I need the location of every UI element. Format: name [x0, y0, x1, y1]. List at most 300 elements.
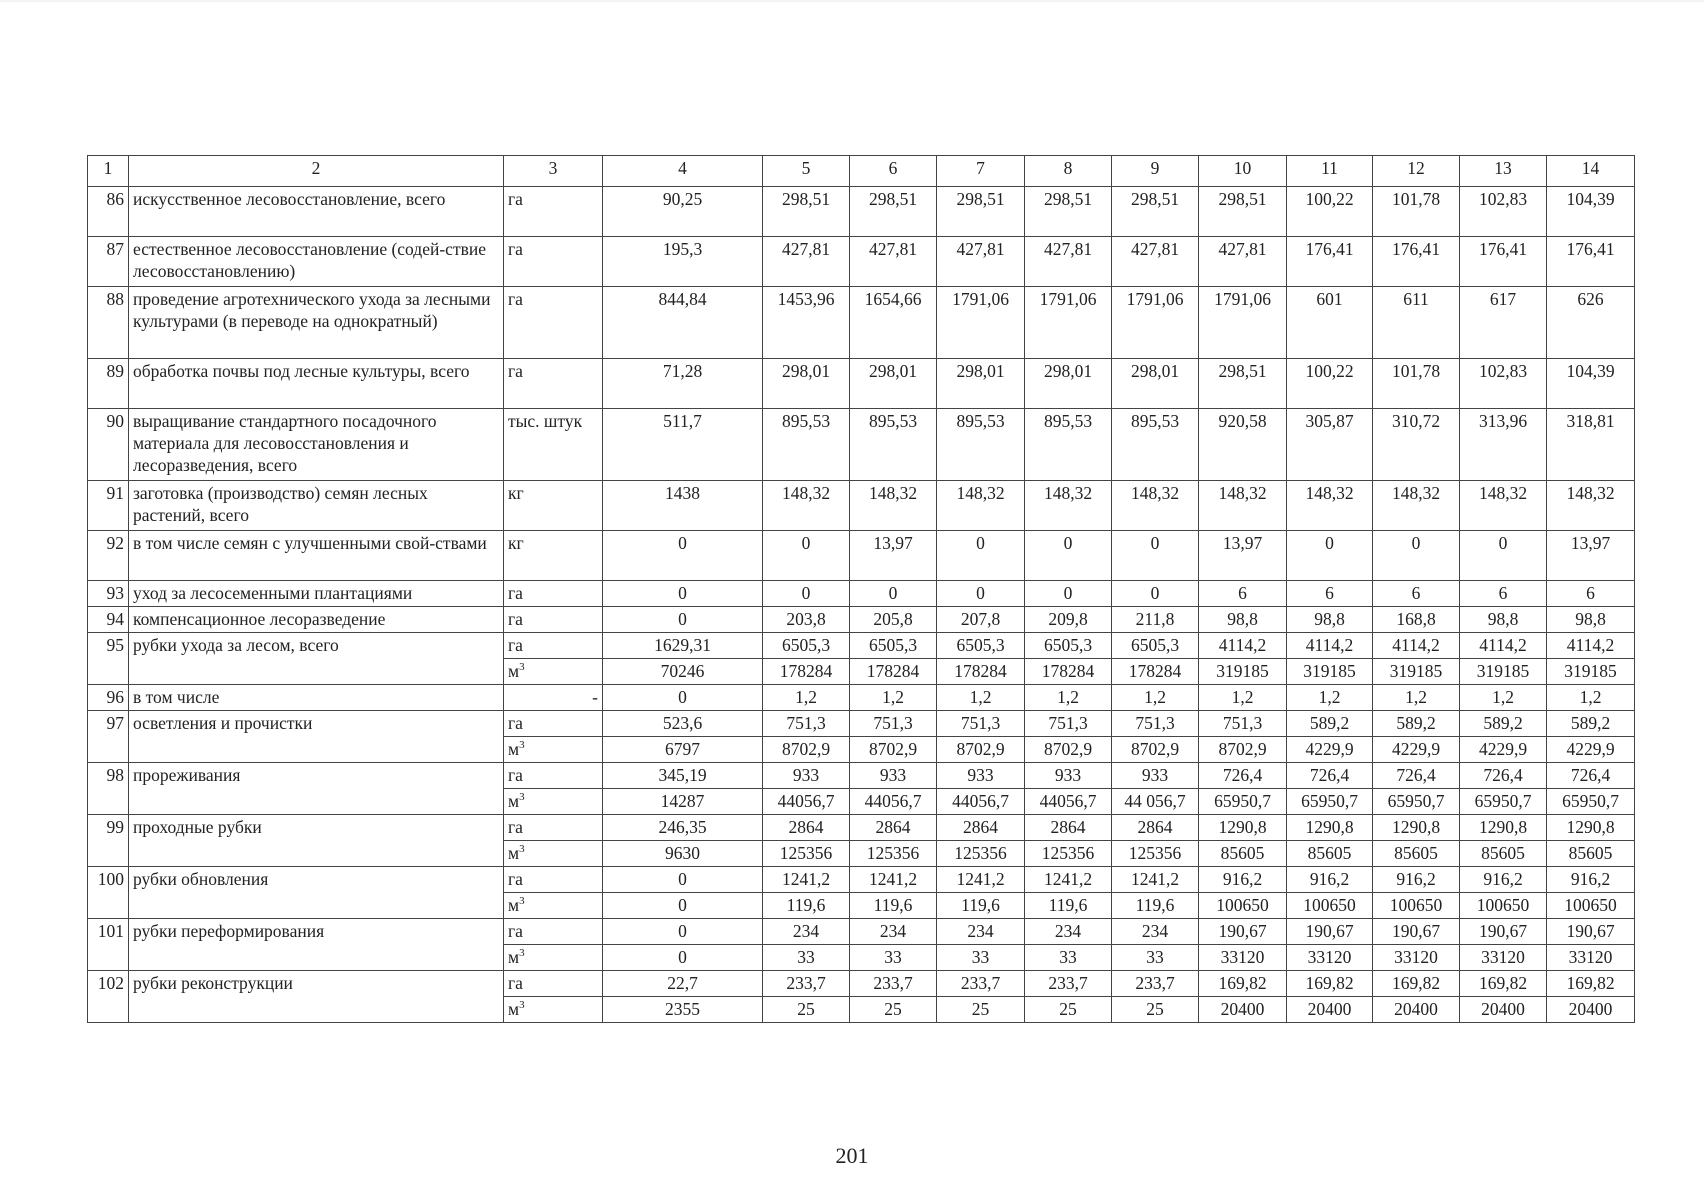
row-number-cell: 91 [88, 481, 129, 531]
value-cell: 178284 [763, 659, 850, 685]
measure-name-cell: естественное лесовосстановление (содей-ствие лесовосстановлению) [129, 237, 504, 287]
value-cell: 1791,06 [937, 287, 1025, 359]
value-cell: 234 [763, 919, 850, 945]
value-cell: 13,97 [850, 531, 937, 581]
value-cell: 233,7 [937, 971, 1025, 997]
unit-cell: га [504, 971, 603, 997]
value-cell: 4114,2 [1287, 633, 1373, 659]
column-number-cell: 5 [763, 156, 850, 187]
value-cell: 100650 [1373, 893, 1460, 919]
value-cell: 2864 [1112, 815, 1199, 841]
value-cell: 895,53 [937, 409, 1025, 481]
table-row [88, 711, 1635, 737]
value-cell: 319185 [1287, 659, 1373, 685]
value-cell: 4229,9 [1460, 737, 1547, 763]
unit-cell-volume [504, 659, 603, 685]
value-cell: 71,28 [603, 359, 763, 409]
value-cell: 100650 [1287, 893, 1373, 919]
row-number-cell: 93 [88, 581, 129, 607]
value-cell: 85605 [1287, 841, 1373, 867]
column-number-cell: 12 [1373, 156, 1460, 187]
value-cell: 1241,2 [1112, 867, 1199, 893]
value-cell: 0 [763, 581, 850, 607]
value-cell: 933 [850, 763, 937, 789]
value-cell: 511,7 [603, 409, 763, 481]
unit-cell: га [504, 359, 603, 409]
value-cell: 25 [1025, 997, 1112, 1023]
value-cell: 0 [763, 531, 850, 581]
value-cell: 6505,3 [1025, 633, 1112, 659]
value-cell: 33120 [1287, 945, 1373, 971]
value-cell: 611 [1373, 287, 1460, 359]
value-cell: 125356 [1025, 841, 1112, 867]
unit-cell-volume [504, 841, 603, 867]
row-number-cell: 102 [88, 971, 129, 1023]
measure-name-cell: обработка почвы под лесные культуры, всего [129, 359, 504, 409]
value-cell: 298,51 [937, 187, 1025, 237]
value-cell: 4229,9 [1547, 737, 1635, 763]
measure-name-cell: рубки обновления [129, 867, 504, 919]
value-cell: 195,3 [603, 237, 763, 287]
value-cell: 6797 [603, 737, 763, 763]
value-cell: 102,83 [1460, 359, 1547, 409]
value-cell: 190,67 [1547, 919, 1635, 945]
value-cell: 246,35 [603, 815, 763, 841]
measure-name-cell: прореживания [129, 763, 504, 815]
value-cell: 100650 [1460, 893, 1547, 919]
value-cell: 100650 [1547, 893, 1635, 919]
value-cell: 178284 [937, 659, 1025, 685]
value-cell: 751,3 [763, 711, 850, 737]
value-cell: 933 [937, 763, 1025, 789]
value-cell: 1,2 [1460, 685, 1547, 711]
value-cell: 751,3 [937, 711, 1025, 737]
row-number-cell: 94 [88, 607, 129, 633]
value-cell: 0 [1112, 581, 1199, 607]
value-cell: 25 [1112, 997, 1199, 1023]
value-cell: 233,7 [850, 971, 937, 997]
unit-cell: га [504, 633, 603, 659]
value-cell: 298,51 [1112, 187, 1199, 237]
value-cell: 895,53 [850, 409, 937, 481]
value-cell: 1,2 [1373, 685, 1460, 711]
column-number-cell: 2 [129, 156, 504, 187]
unit-cell: га [504, 287, 603, 359]
unit-base: м [508, 895, 520, 915]
unit-base: м [508, 843, 520, 863]
value-cell: 65950,7 [1373, 789, 1460, 815]
forestry-measures-table [87, 155, 1635, 1023]
value-cell: 4114,2 [1460, 633, 1547, 659]
value-cell: 119,6 [850, 893, 937, 919]
value-cell: 65950,7 [1199, 789, 1287, 815]
value-cell: 44056,7 [763, 789, 850, 815]
value-cell: 920,58 [1199, 409, 1287, 481]
value-cell: 13,97 [1547, 531, 1635, 581]
measure-name-cell: рубки реконструкции [129, 971, 504, 1023]
value-cell: 2355 [603, 997, 763, 1023]
scan-edge [0, 0, 1704, 2]
value-cell: 8702,9 [850, 737, 937, 763]
value-cell: 8702,9 [1025, 737, 1112, 763]
value-cell: 1290,8 [1460, 815, 1547, 841]
value-cell: 895,53 [1025, 409, 1112, 481]
table-row [88, 237, 1635, 287]
value-cell: 933 [763, 763, 850, 789]
value-cell: 33 [850, 945, 937, 971]
value-cell: 6 [1547, 581, 1635, 607]
value-cell: 1241,2 [1025, 867, 1112, 893]
unit-superscript: 3 [519, 947, 525, 960]
value-cell: 20400 [1547, 997, 1635, 1023]
unit-superscript: 3 [519, 999, 525, 1012]
value-cell: 1629,31 [603, 633, 763, 659]
value-cell: 148,32 [1373, 481, 1460, 531]
value-cell: 209,8 [1025, 607, 1112, 633]
value-cell: 0 [850, 581, 937, 607]
value-cell: 751,3 [850, 711, 937, 737]
table-row [88, 685, 1635, 711]
value-cell: 1290,8 [1287, 815, 1373, 841]
value-cell: 6 [1373, 581, 1460, 607]
unit-superscript: 3 [519, 843, 525, 856]
value-cell: 589,2 [1287, 711, 1373, 737]
value-cell: 148,32 [937, 481, 1025, 531]
value-cell: 90,25 [603, 187, 763, 237]
value-cell: 1241,2 [850, 867, 937, 893]
unit-cell-volume [504, 789, 603, 815]
value-cell: 6 [1199, 581, 1287, 607]
value-cell: 33120 [1199, 945, 1287, 971]
value-cell: 298,01 [763, 359, 850, 409]
unit-superscript: 3 [519, 739, 525, 752]
value-cell: 211,8 [1112, 607, 1199, 633]
value-cell: 0 [1287, 531, 1373, 581]
value-cell: 6505,3 [937, 633, 1025, 659]
measure-name-cell: заготовка (производство) семян лесных растений, всего [129, 481, 504, 531]
value-cell: 933 [1025, 763, 1112, 789]
value-cell: 589,2 [1373, 711, 1460, 737]
column-number-cell: 11 [1287, 156, 1373, 187]
value-cell: 2864 [937, 815, 1025, 841]
table-row [88, 607, 1635, 633]
value-cell: 33120 [1373, 945, 1460, 971]
value-cell: 589,2 [1460, 711, 1547, 737]
value-cell: 207,8 [937, 607, 1025, 633]
value-cell: 1241,2 [937, 867, 1025, 893]
value-cell: 1,2 [1547, 685, 1635, 711]
value-cell: 1,2 [850, 685, 937, 711]
value-cell: 298,51 [1025, 187, 1112, 237]
value-cell: 169,82 [1199, 971, 1287, 997]
value-cell: 726,4 [1199, 763, 1287, 789]
value-cell: 0 [603, 607, 763, 633]
value-cell: 169,82 [1287, 971, 1373, 997]
measure-name-cell: в том числе семян с улучшенными свой-ствами [129, 531, 504, 581]
value-cell: 6505,3 [1112, 633, 1199, 659]
value-cell: 589,2 [1547, 711, 1635, 737]
value-cell: 319185 [1460, 659, 1547, 685]
value-cell: 1,2 [937, 685, 1025, 711]
column-number-row [88, 156, 1635, 187]
value-cell: 85605 [1199, 841, 1287, 867]
value-cell: 0 [1025, 581, 1112, 607]
row-number-cell: 100 [88, 867, 129, 919]
value-cell: 33120 [1460, 945, 1547, 971]
value-cell: 234 [850, 919, 937, 945]
value-cell: 98,8 [1547, 607, 1635, 633]
unit-cell: га [504, 187, 603, 237]
value-cell: 726,4 [1547, 763, 1635, 789]
value-cell: 298,01 [937, 359, 1025, 409]
value-cell: 751,3 [1025, 711, 1112, 737]
value-cell: 119,6 [1025, 893, 1112, 919]
value-cell: 125356 [1112, 841, 1199, 867]
value-cell: 0 [937, 531, 1025, 581]
measure-name-cell: проходные рубки [129, 815, 504, 867]
measure-name-cell: проведение агротехнического ухода за лесными культурами (в переводе на однократный) [129, 287, 504, 359]
unit-base: м [508, 947, 520, 967]
value-cell: 916,2 [1547, 867, 1635, 893]
value-cell: 65950,7 [1460, 789, 1547, 815]
value-cell: 0 [1025, 531, 1112, 581]
value-cell: 190,67 [1287, 919, 1373, 945]
value-cell: 234 [937, 919, 1025, 945]
value-cell: 104,39 [1547, 187, 1635, 237]
measure-name-cell: рубки ухода за лесом, всего [129, 633, 504, 685]
measure-name-cell: рубки переформирования [129, 919, 504, 971]
value-cell: 178284 [1025, 659, 1112, 685]
value-cell: 20400 [1373, 997, 1460, 1023]
value-cell: 44056,7 [1025, 789, 1112, 815]
value-cell: 168,8 [1373, 607, 1460, 633]
value-cell: 104,39 [1547, 359, 1635, 409]
value-cell: 617 [1460, 287, 1547, 359]
value-cell: 33 [937, 945, 1025, 971]
value-cell: 190,67 [1199, 919, 1287, 945]
value-cell: 895,53 [1112, 409, 1199, 481]
value-cell: 14287 [603, 789, 763, 815]
unit-base: м [508, 999, 520, 1019]
row-number-cell: 95 [88, 633, 129, 685]
value-cell: 1,2 [1199, 685, 1287, 711]
table-row [88, 971, 1635, 997]
value-cell: 190,67 [1460, 919, 1547, 945]
unit-cell: тыс. штук [504, 409, 603, 481]
value-cell: 25 [937, 997, 1025, 1023]
value-cell: 148,32 [1460, 481, 1547, 531]
value-cell: 298,51 [763, 187, 850, 237]
table-row [88, 359, 1635, 409]
unit-cell-volume [504, 737, 603, 763]
value-cell: 319185 [1199, 659, 1287, 685]
value-cell: 176,41 [1460, 237, 1547, 287]
value-cell: 148,32 [1199, 481, 1287, 531]
value-cell: 44 056,7 [1112, 789, 1199, 815]
value-cell: 98,8 [1199, 607, 1287, 633]
value-cell: 427,81 [1199, 237, 1287, 287]
value-cell: 427,81 [763, 237, 850, 287]
unit-cell: га [504, 919, 603, 945]
value-cell: 4114,2 [1199, 633, 1287, 659]
measure-name-cell: искусственное лесовосстановление, всего [129, 187, 504, 237]
value-cell: 0 [603, 893, 763, 919]
measure-name-cell: осветления и прочистки [129, 711, 504, 763]
value-cell: 169,82 [1547, 971, 1635, 997]
value-cell: 1654,66 [850, 287, 937, 359]
value-cell: 22,7 [603, 971, 763, 997]
value-cell: 119,6 [763, 893, 850, 919]
value-cell: 1438 [603, 481, 763, 531]
unit-base: м [508, 661, 520, 681]
value-cell: 178284 [1112, 659, 1199, 685]
value-cell: 100,22 [1287, 187, 1373, 237]
value-cell: 125356 [850, 841, 937, 867]
column-number-cell: 9 [1112, 156, 1199, 187]
value-cell: 176,41 [1287, 237, 1373, 287]
value-cell: 1791,06 [1199, 287, 1287, 359]
value-cell: 85605 [1547, 841, 1635, 867]
table-row [88, 581, 1635, 607]
value-cell: 523,6 [603, 711, 763, 737]
unit-base: м [508, 739, 520, 759]
table-row [88, 187, 1635, 237]
value-cell: 169,82 [1373, 971, 1460, 997]
value-cell: 101,78 [1373, 187, 1460, 237]
value-cell: 33120 [1547, 945, 1635, 971]
value-cell: 1290,8 [1199, 815, 1287, 841]
value-cell: 0 [603, 531, 763, 581]
value-cell: 298,51 [1199, 359, 1287, 409]
value-cell: 0 [1460, 531, 1547, 581]
value-cell: 0 [603, 867, 763, 893]
row-number-cell: 86 [88, 187, 129, 237]
value-cell: 25 [850, 997, 937, 1023]
unit-cell: га [504, 867, 603, 893]
measure-name-cell: выращивание стандартного посадочного материала для лесовосстановления и лесоразведения, всего [129, 409, 504, 481]
value-cell: 98,8 [1460, 607, 1547, 633]
value-cell: 427,81 [1112, 237, 1199, 287]
unit-superscript: 3 [519, 661, 525, 674]
value-cell: 234 [1112, 919, 1199, 945]
unit-cell: га [504, 711, 603, 737]
value-cell: 427,81 [850, 237, 937, 287]
value-cell: 310,72 [1373, 409, 1460, 481]
value-cell: 345,19 [603, 763, 763, 789]
value-cell: 726,4 [1460, 763, 1547, 789]
value-cell: 6505,3 [850, 633, 937, 659]
unit-cell: кг [504, 481, 603, 531]
value-cell: 0 [1373, 531, 1460, 581]
value-cell: 1290,8 [1373, 815, 1460, 841]
column-number-cell: 3 [504, 156, 603, 187]
value-cell: 20400 [1460, 997, 1547, 1023]
unit-cell: га [504, 763, 603, 789]
value-cell: 0 [603, 581, 763, 607]
row-number-cell: 87 [88, 237, 129, 287]
value-cell: 233,7 [1112, 971, 1199, 997]
unit-cell: га [504, 581, 603, 607]
value-cell: 751,3 [1199, 711, 1287, 737]
value-cell: 65950,7 [1547, 789, 1635, 815]
value-cell: 9630 [603, 841, 763, 867]
value-cell: 119,6 [1112, 893, 1199, 919]
value-cell: 726,4 [1287, 763, 1373, 789]
value-cell: 65950,7 [1287, 789, 1373, 815]
value-cell: 100650 [1199, 893, 1287, 919]
value-cell: 318,81 [1547, 409, 1635, 481]
value-cell: 100,22 [1287, 359, 1373, 409]
value-cell: 33 [1112, 945, 1199, 971]
column-number-cell: 1 [88, 156, 129, 187]
row-number-cell: 99 [88, 815, 129, 867]
row-number-cell: 90 [88, 409, 129, 481]
unit-cell: кг [504, 531, 603, 581]
value-cell: 916,2 [1460, 867, 1547, 893]
unit-cell-volume [504, 945, 603, 971]
value-cell: 6 [1287, 581, 1373, 607]
value-cell: 427,81 [937, 237, 1025, 287]
value-cell: 33 [1025, 945, 1112, 971]
measure-name-cell: в том числе [129, 685, 504, 711]
value-cell: 0 [603, 685, 763, 711]
value-cell: 233,7 [763, 971, 850, 997]
value-cell: 33 [763, 945, 850, 971]
value-cell: 148,32 [850, 481, 937, 531]
table-row [88, 815, 1635, 841]
value-cell: 8702,9 [763, 737, 850, 763]
row-number-cell: 96 [88, 685, 129, 711]
value-cell: 178284 [850, 659, 937, 685]
page-number: 201 [835, 1143, 869, 1168]
value-cell: 6505,3 [763, 633, 850, 659]
value-cell: 85605 [1460, 841, 1547, 867]
measure-name-cell: уход за лесосеменными плантациями [129, 581, 504, 607]
value-cell: 125356 [763, 841, 850, 867]
value-cell: 844,84 [603, 287, 763, 359]
value-cell: 0 [1112, 531, 1199, 581]
value-cell: 298,01 [1025, 359, 1112, 409]
row-number-cell: 88 [88, 287, 129, 359]
value-cell: 8702,9 [1112, 737, 1199, 763]
column-number-cell: 13 [1460, 156, 1547, 187]
unit-cell: га [504, 237, 603, 287]
value-cell: 4114,2 [1373, 633, 1460, 659]
value-cell: 169,82 [1460, 971, 1547, 997]
value-cell: 119,6 [937, 893, 1025, 919]
unit-superscript: 3 [519, 895, 525, 908]
value-cell: 102,83 [1460, 187, 1547, 237]
value-cell: 298,01 [1112, 359, 1199, 409]
unit-cell-volume [504, 997, 603, 1023]
value-cell: 125356 [937, 841, 1025, 867]
value-cell: 4229,9 [1373, 737, 1460, 763]
value-cell: 1,2 [1112, 685, 1199, 711]
row-number-cell: 97 [88, 711, 129, 763]
value-cell: 4114,2 [1547, 633, 1635, 659]
value-cell: 190,67 [1373, 919, 1460, 945]
value-cell: 101,78 [1373, 359, 1460, 409]
value-cell: 203,8 [763, 607, 850, 633]
column-number-cell: 8 [1025, 156, 1112, 187]
value-cell: 205,8 [850, 607, 937, 633]
value-cell: 176,41 [1373, 237, 1460, 287]
value-cell: 85605 [1373, 841, 1460, 867]
table-row [88, 867, 1635, 893]
table-row [88, 287, 1635, 359]
value-cell: 176,41 [1547, 237, 1635, 287]
value-cell: 1453,96 [763, 287, 850, 359]
